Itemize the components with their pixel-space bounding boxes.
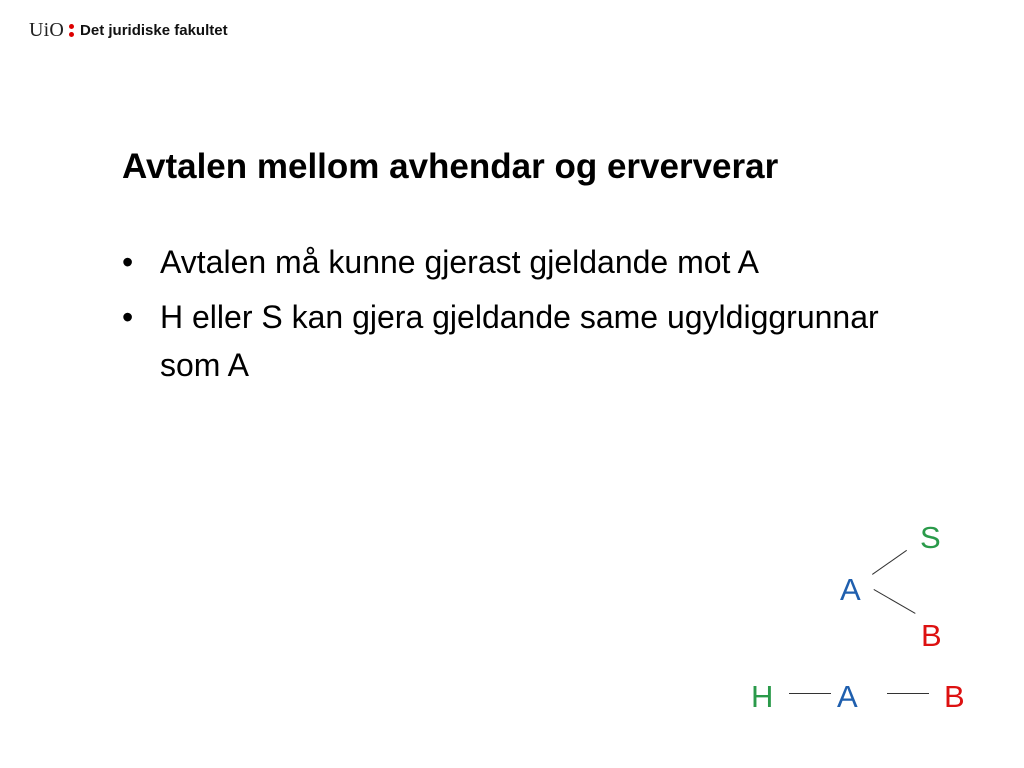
bullet-item	[120, 238, 940, 286]
bullet-text: H eller S kan gjera gjeldande same ugyldiggrunnar som A	[160, 299, 879, 383]
lower-node-h: H	[751, 679, 774, 714]
edge-a-b-lower	[887, 693, 929, 694]
upper-node-s: S	[920, 520, 941, 555]
edge-a-b	[874, 589, 916, 614]
lower-node-a: A	[837, 679, 858, 714]
upper-node-a: A	[840, 572, 861, 607]
uio-logo: UiO	[29, 18, 65, 41]
logo-dot-top	[69, 24, 74, 29]
lower-node-b: B	[944, 679, 965, 714]
department-name: Det juridiske fakultet	[80, 21, 228, 39]
bullet-icon: •	[122, 244, 134, 280]
upper-node-b: B	[921, 618, 942, 653]
header	[29, 18, 228, 42]
bullet-list	[120, 238, 940, 396]
bullet-item	[120, 293, 940, 389]
edge-h-a	[789, 693, 831, 694]
edge-a-s	[872, 550, 907, 575]
bullet-text: Avtalen må kunne gjerast gjeldande mot A	[160, 244, 759, 280]
bullet-icon: •	[122, 299, 134, 335]
logo-dot-bottom	[69, 32, 74, 37]
logo-dots-icon	[69, 22, 74, 38]
slide-title: Avtalen mellom avhendar og erververar	[122, 147, 779, 186]
